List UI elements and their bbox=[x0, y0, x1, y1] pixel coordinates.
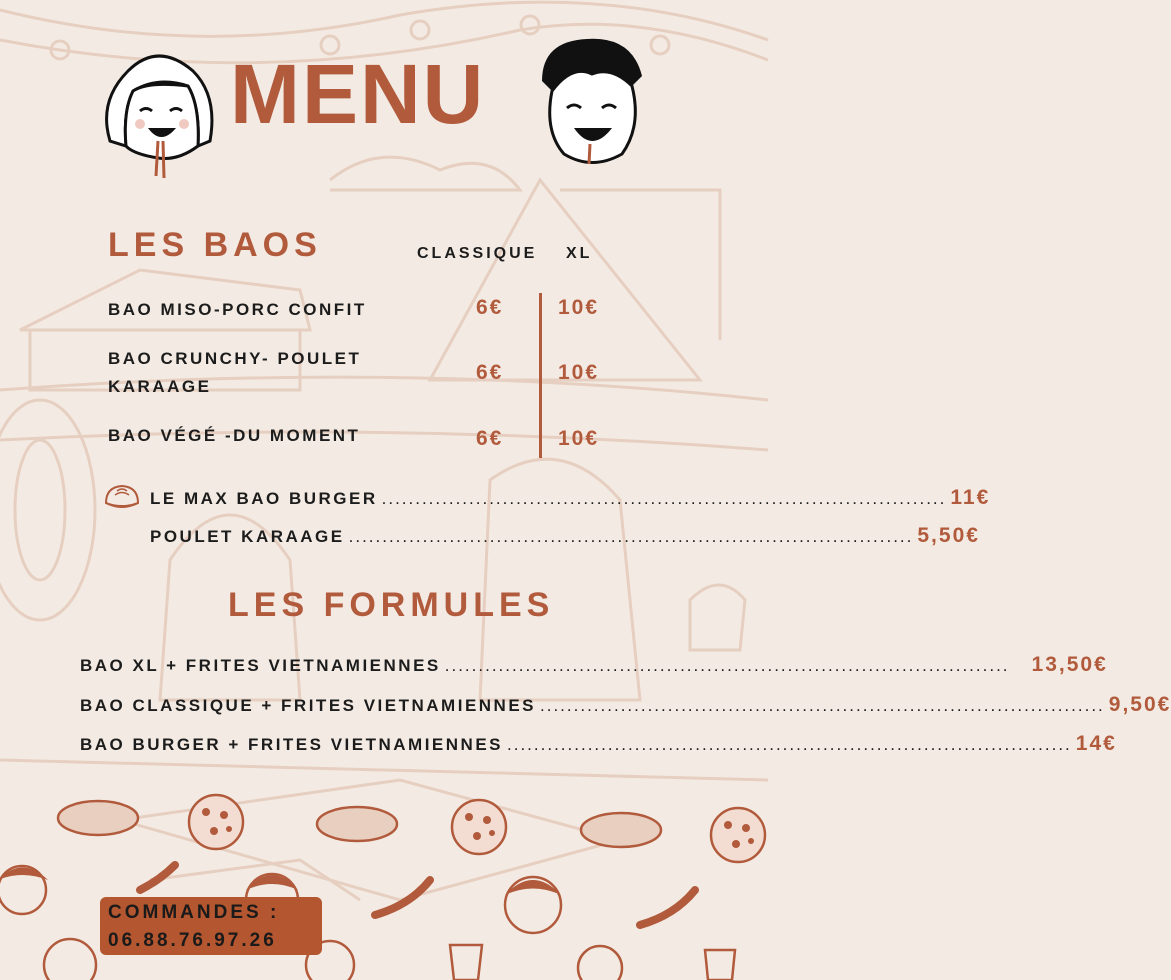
dot-leader: .................................................................................... bbox=[540, 696, 1105, 715]
menu-item-price: 11€ bbox=[950, 486, 991, 509]
formule-price: 13,50€ bbox=[1031, 653, 1108, 676]
menu-item-name-line1: BAO CRUNCHY- POULET bbox=[108, 349, 362, 368]
formule-name: BAO BURGER + FRITES VIETNAMIENNES bbox=[80, 735, 504, 754]
price-xl: 10€ bbox=[558, 427, 600, 450]
price-classique: 6€ bbox=[476, 296, 504, 319]
section-title-formules: LES FORMULES bbox=[228, 586, 555, 624]
dot-leader: .................................................................................... bbox=[381, 489, 947, 508]
formule-item bbox=[80, 653, 1108, 677]
price-classique: 6€ bbox=[476, 427, 504, 450]
boy-face-icon bbox=[532, 36, 652, 171]
formule-price: 9,50€ bbox=[1108, 693, 1171, 716]
column-divider bbox=[539, 293, 542, 458]
menu-item-name: BAO VÉGÉ -DU MOMENT bbox=[108, 426, 361, 445]
contact-label: COMMANDES : bbox=[108, 902, 280, 923]
section-title-baos: LES BAOS bbox=[108, 226, 322, 264]
menu-item-name bbox=[108, 345, 361, 401]
dot-leader: .................................................................................... bbox=[444, 656, 1010, 675]
price-xl: 10€ bbox=[558, 361, 600, 384]
column-header-xl: XL bbox=[566, 245, 593, 262]
formule-item bbox=[80, 732, 1117, 756]
formule-name: BAO XL + FRITES VIETNAMIENNES bbox=[80, 656, 441, 675]
menu-item-name-line2: KARAAGE bbox=[108, 377, 212, 396]
contact-badge bbox=[100, 897, 322, 955]
bao-icon bbox=[103, 481, 141, 513]
menu-item-name: LE MAX BAO BURGER bbox=[150, 489, 378, 508]
girl-face-icon bbox=[88, 46, 228, 186]
menu-item-price: 5,50€ bbox=[917, 524, 980, 547]
dot-leader: .................................................................................... bbox=[348, 527, 914, 546]
dot-leader: .................................................................................... bbox=[507, 735, 1072, 754]
contact-phone[interactable]: 06.88.76.97.26 bbox=[108, 930, 277, 951]
menu-item-max-bao-burger bbox=[150, 486, 991, 510]
menu-item-poulet-karaage bbox=[150, 524, 980, 548]
formule-price: 14€ bbox=[1075, 732, 1117, 755]
formule-item bbox=[80, 693, 1171, 717]
price-xl: 10€ bbox=[558, 296, 600, 319]
menu-item-name: BAO MISO-PORC CONFIT bbox=[108, 300, 367, 319]
price-classique: 6€ bbox=[476, 361, 504, 384]
formule-name: BAO CLASSIQUE + FRITES VIETNAMIENNES bbox=[80, 696, 537, 715]
menu-item-name: POULET KARAAGE bbox=[150, 527, 345, 546]
menu-title: MENU bbox=[230, 47, 486, 141]
column-header-classique: CLASSIQUE bbox=[417, 245, 538, 262]
